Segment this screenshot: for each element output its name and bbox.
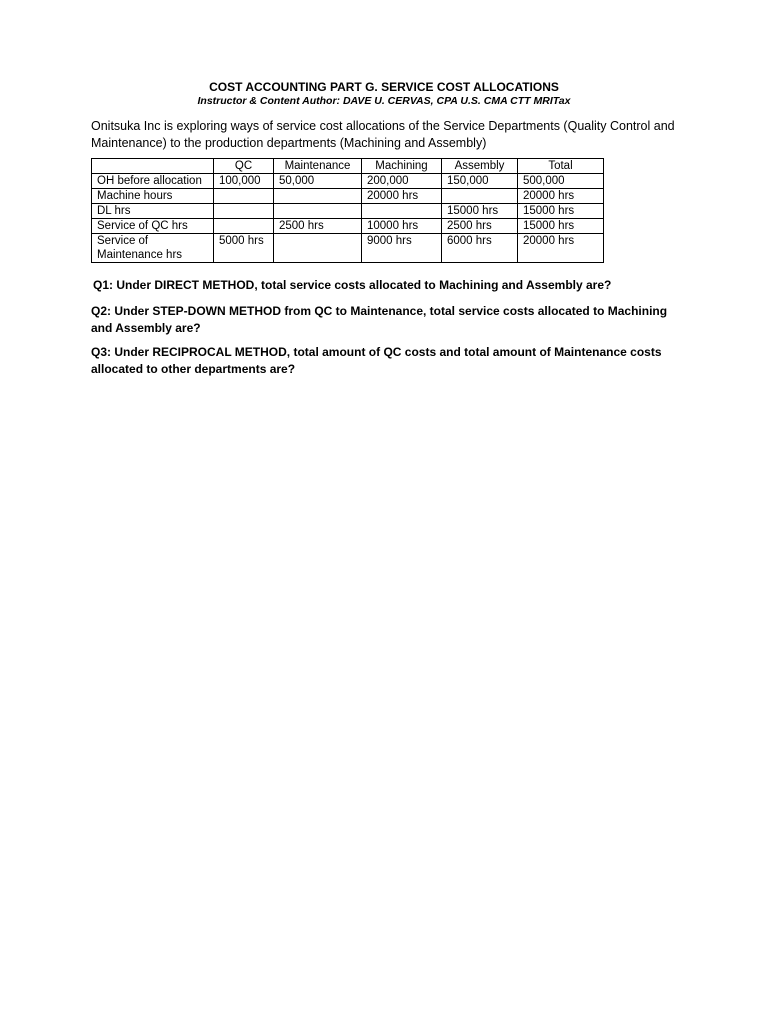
table-header-cell: Total (518, 159, 604, 174)
table-header-cell: QC (214, 159, 274, 174)
table-header-cell (92, 159, 214, 174)
question-3: Q3: Under RECIPROCAL METHOD, total amount of QC costs and total amount of Maintenance costs allocated to other departments are? (91, 345, 662, 376)
allocation-table (91, 158, 604, 263)
table-cell (214, 219, 274, 234)
row-label-cell: OH before allocation (92, 174, 214, 189)
question-2: Q2: Under STEP-DOWN METHOD from QC to Maintenance, total service costs allocated to Machining and Assembly are? (91, 304, 668, 335)
table-row (92, 204, 604, 219)
row-label-cell: Service of QC hrs (92, 219, 214, 234)
table-row (92, 219, 604, 234)
table-cell: 150,000 (442, 174, 518, 189)
table-cell: 200,000 (362, 174, 442, 189)
document-title: COST ACCOUNTING PART G. SERVICE COST ALLOCATIONS (209, 80, 559, 94)
table-row (92, 174, 604, 189)
row-label-cell: DL hrs (92, 204, 214, 219)
table-cell: 20000 hrs (362, 189, 442, 204)
table-row (92, 234, 604, 263)
table-cell: 100,000 (214, 174, 274, 189)
table-header-cell: Assembly (442, 159, 518, 174)
table-row (92, 189, 604, 204)
table-cell: 5000 hrs (214, 234, 274, 263)
row-label-cell: Machine hours (92, 189, 214, 204)
table-cell: 6000 hrs (442, 234, 518, 263)
table-cell: 20000 hrs (518, 234, 604, 263)
table-header-cell: Maintenance (274, 159, 362, 174)
table-cell: 15000 hrs (518, 219, 604, 234)
table-cell (362, 204, 442, 219)
table-cell: 9000 hrs (362, 234, 442, 263)
document-subtitle: Instructor & Content Author: DAVE U. CERVAS, CPA U.S. CMA CTT MRITax (197, 95, 571, 107)
table-cell: 500,000 (518, 174, 604, 189)
table-header-cell: Machining (362, 159, 442, 174)
table-header-row (92, 159, 604, 174)
table-cell (274, 204, 362, 219)
table-cell: 10000 hrs (362, 219, 442, 234)
table-cell: 15000 hrs (442, 204, 518, 219)
table-cell: 15000 hrs (518, 204, 604, 219)
table-cell (274, 234, 362, 263)
row-label-cell: Service of Maintenance hrs (92, 234, 214, 263)
question-1: Q1: Under DIRECT METHOD, total service costs allocated to Machining and Assembly are? (93, 278, 612, 292)
table-cell (274, 189, 362, 204)
table-cell: 2500 hrs (442, 219, 518, 234)
table-cell (214, 204, 274, 219)
table-cell (442, 189, 518, 204)
table-cell: 50,000 (274, 174, 362, 189)
table-cell: 2500 hrs (274, 219, 362, 234)
table-cell: 20000 hrs (518, 189, 604, 204)
table-cell (214, 189, 274, 204)
intro-paragraph: Onitsuka Inc is exploring ways of service cost allocations of the Service Departments (Quality Control and Maintenance) to the production departments (Machining and Assembly) (91, 119, 675, 150)
